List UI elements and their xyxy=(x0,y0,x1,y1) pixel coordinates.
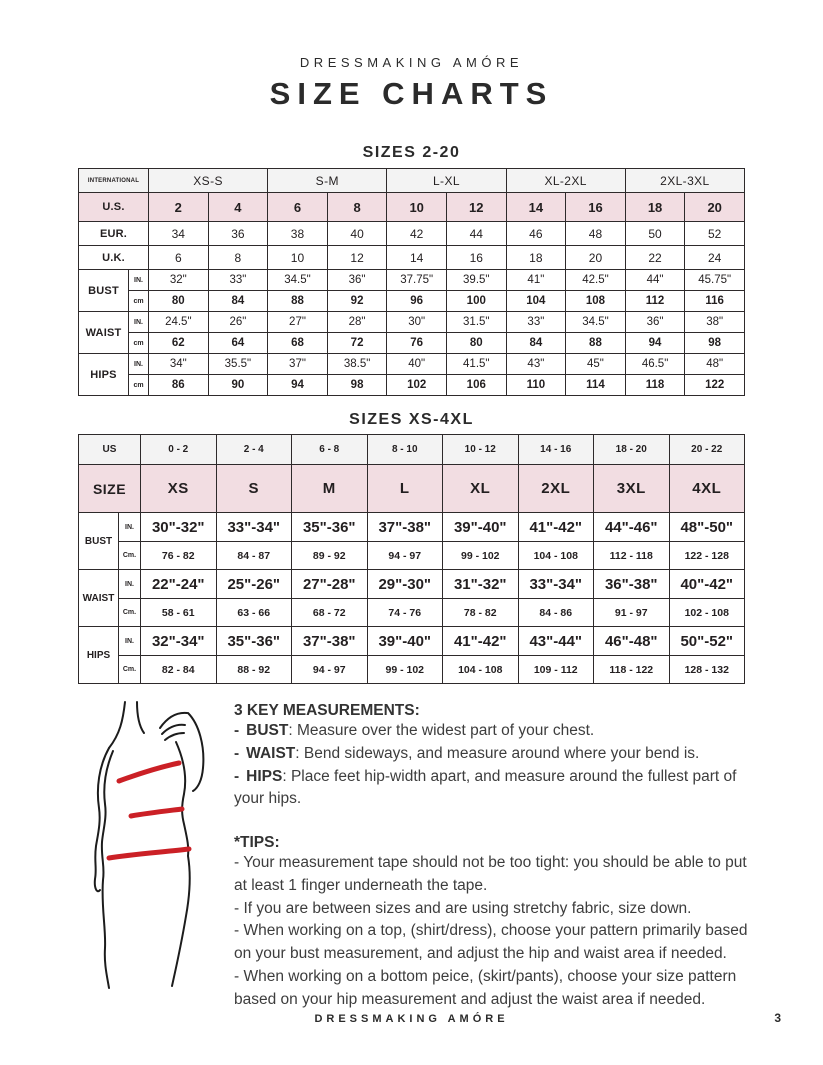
tip-item: - When working on a top, (shirt/dress), choose your pattern primarily based on your bust measurement, and adjust the hip and waist area if needed. xyxy=(234,922,748,963)
hips-cm-value: 114 xyxy=(566,375,626,396)
international-size-group: S-M xyxy=(268,169,387,193)
waist-cm-value: 84 - 86 xyxy=(518,599,594,627)
hips-note-text: : Place feet hip-width apart, and measure around the fullest part of your hips. xyxy=(234,767,737,808)
bust-term: BUST xyxy=(246,722,289,739)
bust-cm-row xyxy=(79,542,745,570)
bust-in-value: 42.5" xyxy=(566,270,626,291)
waist-in-value: 40"-42" xyxy=(669,570,745,599)
international-size-group: XS-S xyxy=(149,169,268,193)
us-range-row xyxy=(79,435,745,465)
hips-cm-value: 104 - 108 xyxy=(443,656,519,684)
hips-cm-value: 82 - 84 xyxy=(141,656,217,684)
page-footer xyxy=(0,1013,823,1025)
waist-cm-value: 64 xyxy=(208,333,268,354)
us-range-value: 18 - 20 xyxy=(594,435,670,465)
uk-size-value: 10 xyxy=(268,246,328,270)
international-size-group: 2XL-3XL xyxy=(625,169,744,193)
hips-cm-row xyxy=(79,375,745,396)
hips-in-value: 41.5" xyxy=(446,354,506,375)
sizes-xs-4xl-table xyxy=(78,434,745,684)
bust-cm-value: 89 - 92 xyxy=(292,542,368,570)
uk-size-value: 24 xyxy=(685,246,745,270)
us-size-value: 14 xyxy=(506,193,566,222)
eur-size-value: 34 xyxy=(149,222,209,246)
eur-size-value: 46 xyxy=(506,222,566,246)
us-range-value: 0 - 2 xyxy=(141,435,217,465)
bust-cm-value: 122 - 128 xyxy=(669,542,745,570)
hips-cm-value: 118 - 122 xyxy=(594,656,670,684)
waist-in-value: 31"-32" xyxy=(443,570,519,599)
size-value: L xyxy=(367,465,443,513)
inches-unit-label: IN. xyxy=(129,270,149,291)
waist-cm-value: 84 xyxy=(506,333,566,354)
us-row-label: US xyxy=(79,435,141,465)
hips-in-value: 37"-38" xyxy=(292,627,368,656)
bust-measurement-note xyxy=(234,720,757,743)
hips-in-value: 46.5" xyxy=(625,354,685,375)
hips-in-value: 46"-48" xyxy=(594,627,670,656)
us-size-row xyxy=(79,193,745,222)
bust-in-value: 36" xyxy=(327,270,387,291)
notes-column xyxy=(234,696,757,1012)
hips-in-value: 37" xyxy=(268,354,328,375)
bust-measurement-line xyxy=(119,763,179,781)
hips-cm-value: 128 - 132 xyxy=(669,656,745,684)
inches-unit-label: IN. xyxy=(129,354,149,375)
bust-in-value: 35"-36" xyxy=(292,513,368,542)
hips-cm-value: 86 xyxy=(149,375,209,396)
waist-cm-value: 72 xyxy=(327,333,387,354)
waist-cm-value: 76 xyxy=(387,333,447,354)
bust-cm-value: 112 xyxy=(625,291,685,312)
hips-cm-value: 109 - 112 xyxy=(518,656,594,684)
waist-in-value: 28" xyxy=(327,312,387,333)
waist-cm-value: 88 xyxy=(566,333,626,354)
hips-cm-value: 88 - 92 xyxy=(216,656,292,684)
waist-measurement-note xyxy=(234,743,757,766)
hips-in-value: 45" xyxy=(566,354,626,375)
brand-name: DRESSMAKING AMÓRE xyxy=(299,55,524,70)
international-size-group: L-XL xyxy=(387,169,506,193)
waist-note-text: : Bend sideways, and measure around where your bend is. xyxy=(295,744,700,762)
table2-title: SIZES XS-4XL xyxy=(349,411,474,428)
waist-in-value: 38" xyxy=(685,312,745,333)
bust-cm-value: 76 - 82 xyxy=(141,542,217,570)
size-value: 4XL xyxy=(669,465,745,513)
size-value: 3XL xyxy=(594,465,670,513)
us-size-value: 12 xyxy=(446,193,506,222)
dash: - xyxy=(234,722,240,739)
hips-in-value: 38.5" xyxy=(327,354,387,375)
bust-note-text: : Measure over the widest part of your chest. xyxy=(288,722,595,739)
bust-cm-value: 92 xyxy=(327,291,387,312)
size-row xyxy=(79,465,745,513)
bust-cm-value: 96 xyxy=(387,291,447,312)
uk-row-label: U.K. xyxy=(79,246,149,270)
bust-in-value: 33" xyxy=(208,270,268,291)
table2-wrap xyxy=(0,434,823,684)
bust-in-value: 34.5" xyxy=(268,270,328,291)
eur-size-value: 52 xyxy=(685,222,745,246)
dash: - xyxy=(234,744,240,762)
dash: - xyxy=(234,767,240,785)
hips-in-row xyxy=(79,354,745,375)
us-size-value: 4 xyxy=(208,193,268,222)
footer-brand: DRESSMAKING AMÓRE xyxy=(314,1013,509,1025)
international-size-group: XL-2XL xyxy=(506,169,625,193)
hips-in-value: 43" xyxy=(506,354,566,375)
waist-in-row xyxy=(79,570,745,599)
eur-size-value: 38 xyxy=(268,222,328,246)
hips-cm-value: 90 xyxy=(208,375,268,396)
hips-cm-value: 94 - 97 xyxy=(292,656,368,684)
bust-in-value: 44"-46" xyxy=(594,513,670,542)
bust-in-value: 30"-32" xyxy=(141,513,217,542)
waist-cm-value: 68 xyxy=(268,333,328,354)
waist-cm-value: 98 xyxy=(685,333,745,354)
bust-in-value: 39.5" xyxy=(446,270,506,291)
bust-cm-value: 88 xyxy=(268,291,328,312)
waist-in-value: 34.5" xyxy=(566,312,626,333)
waist-in-value: 22"-24" xyxy=(141,570,217,599)
eur-size-value: 42 xyxy=(387,222,447,246)
size-value: XL xyxy=(443,465,519,513)
waist-cm-value: 80 xyxy=(446,333,506,354)
uk-size-value: 16 xyxy=(446,246,506,270)
bust-in-value: 33"-34" xyxy=(216,513,292,542)
hips-row-label: HIPS xyxy=(79,627,119,684)
hips-cm-value: 99 - 102 xyxy=(367,656,443,684)
cm-unit-label: cm xyxy=(129,375,149,396)
bust-in-value: 37"-38" xyxy=(367,513,443,542)
hips-cm-value: 106 xyxy=(446,375,506,396)
size-row-label: SIZE xyxy=(79,465,141,513)
eur-size-value: 44 xyxy=(446,222,506,246)
page-title: SIZE CHARTS xyxy=(269,76,554,111)
bust-in-row xyxy=(79,513,745,542)
eur-size-row xyxy=(79,222,745,246)
cm-unit-label: cm xyxy=(129,333,149,354)
tip-item: - When working on a bottom peice, (skirt/pants), choose your size pattern based on your hip measurement and adjust the waist area if needed. xyxy=(234,968,737,1008)
waist-row-label: WAIST xyxy=(79,570,119,627)
bust-cm-value: 80 xyxy=(149,291,209,312)
inches-unit-label: IN. xyxy=(119,570,141,599)
sizes-2-20-table xyxy=(78,168,745,396)
us-range-value: 20 - 22 xyxy=(669,435,745,465)
hips-cm-value: 122 xyxy=(685,375,745,396)
bust-cm-value: 99 - 102 xyxy=(443,542,519,570)
bust-cm-value: 84 - 87 xyxy=(216,542,292,570)
us-range-value: 8 - 10 xyxy=(367,435,443,465)
us-range-value: 14 - 16 xyxy=(518,435,594,465)
tips-list xyxy=(234,852,757,1011)
hips-cm-value: 98 xyxy=(327,375,387,396)
size-value: 2XL xyxy=(518,465,594,513)
waist-cm-value: 58 - 61 xyxy=(141,599,217,627)
bust-in-value: 32" xyxy=(149,270,209,291)
us-row-label: U.S. xyxy=(79,193,149,222)
cm-unit-label: cm xyxy=(129,291,149,312)
hips-in-value: 41"-42" xyxy=(443,627,519,656)
us-range-value: 2 - 4 xyxy=(216,435,292,465)
waist-in-value: 31.5" xyxy=(446,312,506,333)
us-size-value: 18 xyxy=(625,193,685,222)
hips-in-value: 43"-44" xyxy=(518,627,594,656)
hips-cm-row xyxy=(79,656,745,684)
hips-in-value: 34" xyxy=(149,354,209,375)
waist-cm-value: 102 - 108 xyxy=(669,599,745,627)
figure-illustration-wrap xyxy=(72,696,234,1012)
bust-row-label: BUST xyxy=(79,513,119,570)
bust-cm-value: 112 - 118 xyxy=(594,542,670,570)
uk-size-value: 22 xyxy=(625,246,685,270)
waist-cm-value: 74 - 76 xyxy=(367,599,443,627)
eur-size-value: 40 xyxy=(327,222,387,246)
hips-in-value: 35.5" xyxy=(208,354,268,375)
eur-row-label: EUR. xyxy=(79,222,149,246)
international-row xyxy=(79,169,745,193)
uk-size-value: 14 xyxy=(387,246,447,270)
hips-in-value: 50"-52" xyxy=(669,627,745,656)
measurement-guide-section xyxy=(0,684,823,1012)
cm-unit-label: Cm. xyxy=(119,542,141,570)
waist-in-value: 27"-28" xyxy=(292,570,368,599)
waist-measurement-line xyxy=(131,809,182,816)
table1-wrap xyxy=(0,168,823,396)
waist-in-value: 26" xyxy=(208,312,268,333)
hips-term: HIPS xyxy=(246,767,283,785)
waist-in-value: 36"-38" xyxy=(594,570,670,599)
inches-unit-label: IN. xyxy=(119,513,141,542)
tips-heading: *TIPS: xyxy=(234,834,280,852)
table1-title: SIZES 2-20 xyxy=(362,144,461,161)
size-value: S xyxy=(216,465,292,513)
us-range-value: 6 - 8 xyxy=(292,435,368,465)
uk-size-value: 6 xyxy=(149,246,209,270)
eur-size-value: 36 xyxy=(208,222,268,246)
bust-in-value: 45.75" xyxy=(685,270,745,291)
us-size-value: 16 xyxy=(566,193,626,222)
size-value: M xyxy=(292,465,368,513)
waist-in-value: 30" xyxy=(387,312,447,333)
waist-cm-value: 68 - 72 xyxy=(292,599,368,627)
hips-cm-value: 94 xyxy=(268,375,328,396)
bust-cm-value: 104 - 108 xyxy=(518,542,594,570)
inches-unit-label: IN. xyxy=(129,312,149,333)
waist-in-value: 29"-30" xyxy=(367,570,443,599)
uk-size-value: 8 xyxy=(208,246,268,270)
uk-size-value: 18 xyxy=(506,246,566,270)
hips-in-value: 32"-34" xyxy=(141,627,217,656)
hips-row-label: HIPS xyxy=(79,354,129,396)
waist-cm-value: 91 - 97 xyxy=(594,599,670,627)
hips-in-value: 40" xyxy=(387,354,447,375)
bust-cm-value: 116 xyxy=(685,291,745,312)
cm-unit-label: Cm. xyxy=(119,599,141,627)
bust-in-value: 37.75" xyxy=(387,270,447,291)
hips-in-value: 35"-36" xyxy=(216,627,292,656)
tip-item: - If you are between sizes and are using stretchy fabric, size down. xyxy=(234,899,692,917)
page-header xyxy=(0,0,823,112)
waist-in-value: 36" xyxy=(625,312,685,333)
bust-in-value: 41" xyxy=(506,270,566,291)
bust-in-value: 48"-50" xyxy=(669,513,745,542)
hips-measurement-line xyxy=(109,849,189,858)
eur-size-value: 50 xyxy=(625,222,685,246)
uk-size-row xyxy=(79,246,745,270)
bust-row-label: BUST xyxy=(79,270,129,312)
bust-cm-value: 108 xyxy=(566,291,626,312)
bust-cm-value: 100 xyxy=(446,291,506,312)
us-size-value: 20 xyxy=(685,193,745,222)
hips-in-value: 48" xyxy=(685,354,745,375)
waist-cm-row xyxy=(79,599,745,627)
us-size-value: 2 xyxy=(149,193,209,222)
us-size-value: 10 xyxy=(387,193,447,222)
waist-term: WAIST xyxy=(246,744,296,762)
bust-cm-row xyxy=(79,291,745,312)
waist-cm-value: 94 xyxy=(625,333,685,354)
hips-cm-value: 118 xyxy=(625,375,685,396)
us-size-value: 8 xyxy=(327,193,387,222)
waist-cm-value: 63 - 66 xyxy=(216,599,292,627)
bust-cm-value: 104 xyxy=(506,291,566,312)
international-label: INTERNATIONAL xyxy=(79,169,149,193)
page-number: 3 xyxy=(774,1011,781,1025)
waist-row-label: WAIST xyxy=(79,312,129,354)
waist-in-row xyxy=(79,312,745,333)
waist-in-value: 33" xyxy=(506,312,566,333)
hips-in-value: 39"-40" xyxy=(367,627,443,656)
bust-cm-value: 94 - 97 xyxy=(367,542,443,570)
waist-in-value: 33"-34" xyxy=(518,570,594,599)
bust-in-value: 41"-42" xyxy=(518,513,594,542)
waist-cm-value: 78 - 82 xyxy=(443,599,519,627)
cm-unit-label: Cm. xyxy=(119,656,141,684)
waist-in-value: 25"-26" xyxy=(216,570,292,599)
waist-cm-value: 62 xyxy=(149,333,209,354)
bust-in-row xyxy=(79,270,745,291)
hips-in-row xyxy=(79,627,745,656)
size-value: XS xyxy=(141,465,217,513)
waist-cm-row xyxy=(79,333,745,354)
bust-cm-value: 84 xyxy=(208,291,268,312)
uk-size-value: 12 xyxy=(327,246,387,270)
bust-in-value: 44" xyxy=(625,270,685,291)
hips-cm-value: 110 xyxy=(506,375,566,396)
eur-size-value: 48 xyxy=(566,222,626,246)
waist-in-value: 24.5" xyxy=(149,312,209,333)
us-size-value: 6 xyxy=(268,193,328,222)
inches-unit-label: IN. xyxy=(119,627,141,656)
bust-in-value: 39"-40" xyxy=(443,513,519,542)
waist-in-value: 27" xyxy=(268,312,328,333)
us-range-value: 10 - 12 xyxy=(443,435,519,465)
uk-size-value: 20 xyxy=(566,246,626,270)
key-measurements-heading: 3 KEY MEASUREMENTS: xyxy=(234,702,420,719)
hips-cm-value: 102 xyxy=(387,375,447,396)
hips-measurement-note xyxy=(234,766,757,812)
measurement-figure-illustration xyxy=(72,696,234,996)
tip-item: - Your measurement tape should not be too tight: you should be able to put at least 1 finger underneath the tape. xyxy=(234,854,747,894)
